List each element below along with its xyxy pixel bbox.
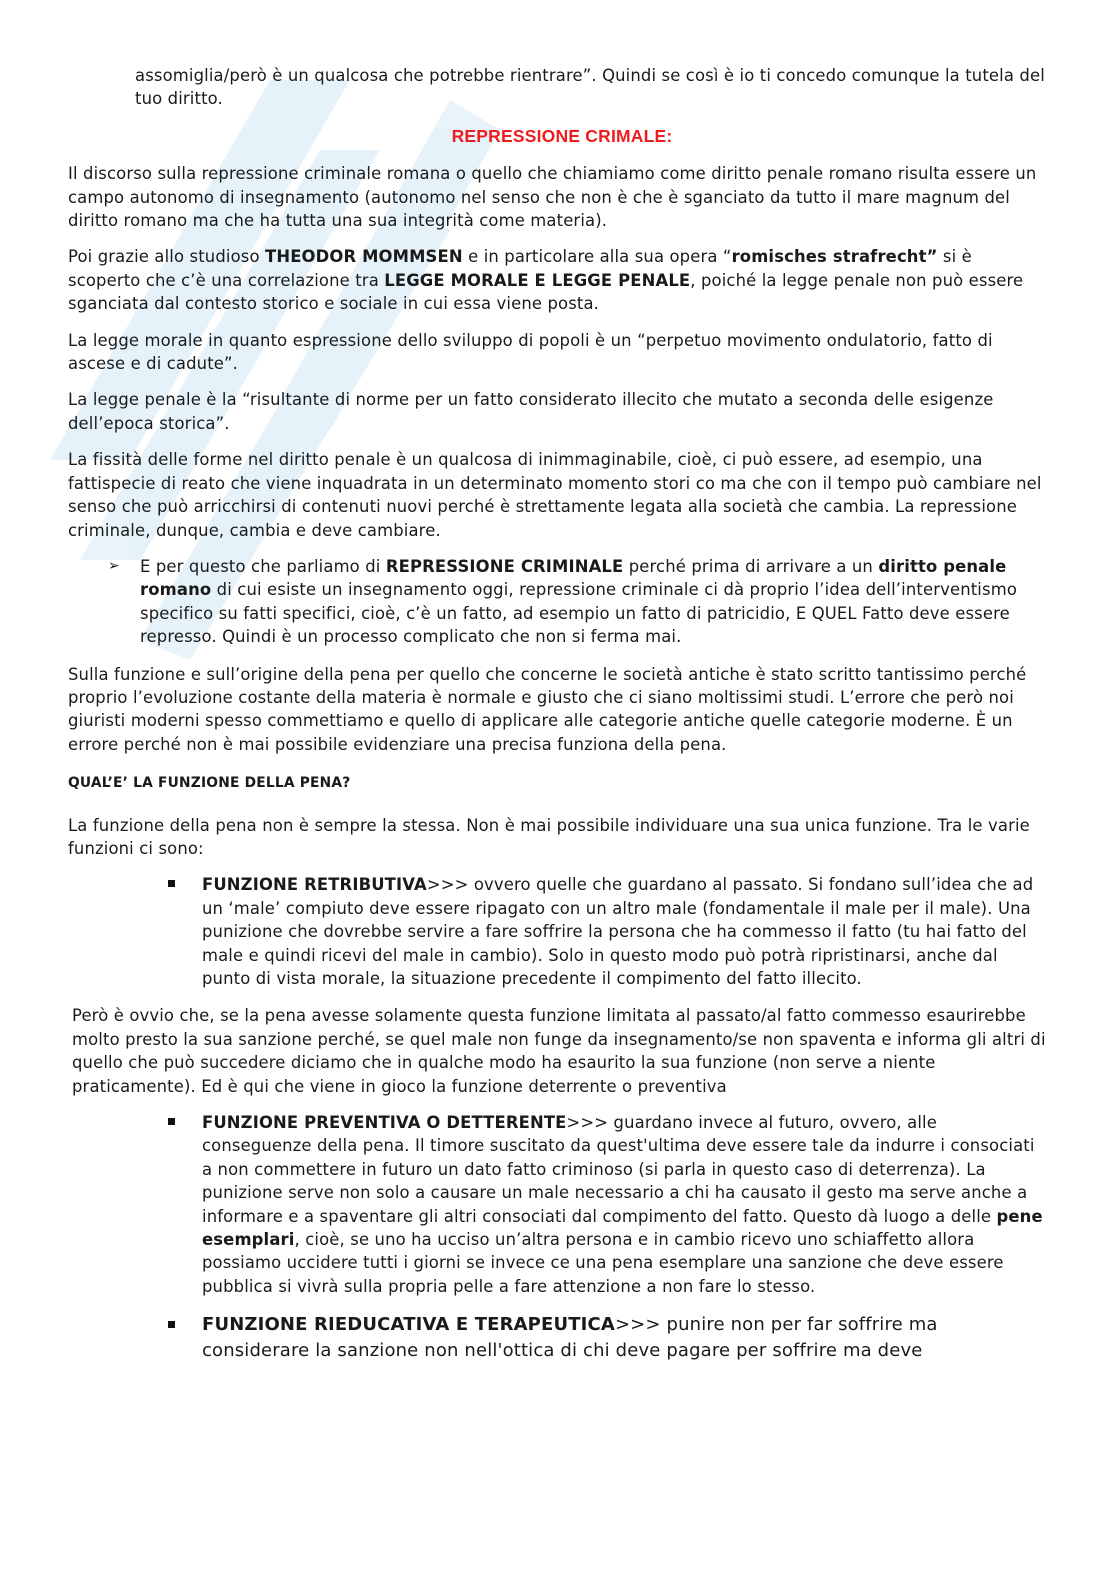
mommsen-name: THEODOR MOMMSEN	[265, 247, 463, 267]
paragraph-1: Il discorso sulla repressione criminale romana o quello che chiamiamo come diritto penale romano risulta essere un campo autonomo di insegnamento (autonomo nel senso che non è che è sganciato da tutto il mare magnum del diritto romano ma che ha tutta una sua integrità come materia).	[68, 164, 1037, 231]
pene-esemplari-bold: pene esemplari	[202, 1206, 1043, 1250]
work-title: romisches strafrecht”	[731, 247, 938, 267]
bullet-title: FUNZIONE PREVENTIVA O DETTERENTE	[202, 1113, 567, 1133]
square-bullet-icon	[168, 1118, 175, 1125]
square-bullet-icon	[168, 1321, 175, 1328]
question-heading: QUAL’E’ LA FUNZIONE DELLA PENA?	[68, 775, 351, 792]
bullet-retributiva: FUNZIONE RETRIBUTIVA>>> ovvero quelle che guardano al passato. Si fondano sull’idea che ad un ‘male’ compiuto deve essere ripagato con un altro male (fondamentale il male per il male). Una punizione che dovrebbe servire a fare soffrire la persona che ha commesso il fatto (tu hai fatto del male e quindi ricevi del male in cambio). Solo in questo modo può potrà ripristinarsi, anche dal punto di vista morale, la situazione precedente il compimento del fatto illecito.	[68, 873, 1048, 990]
paragraph-8: Però è ovvio che, se la pena avesse solamente questa funzione limitata al passato/al fatto commesso esaurirebbe molto presto la sua sanzione perché, se quel male non funge da insegnamento/se non spaventa e informa gli altri di quello che può succedere diciamo che in qualche modo ha esaurito la sua funzione (non serve a niente praticamente). Ed è qui che viene in gioco la funzione deterrente o preventiva	[72, 1006, 1046, 1096]
bullet-rieducativa: FUNZIONE RIEDUCATIVA E TERAPEUTICA>>> punire non per far soffrire ma considerare la sanzione non nell'ottica di chi deve pagare per soffrire ma deve	[68, 1312, 1048, 1363]
repressione-criminale-bold: REPRESSIONE CRIMINALE	[385, 556, 624, 576]
paragraph-6: Sulla funzione e sull’origine della pena per quello che concerne le società antiche è stato scritto tantissimo perché proprio l’evoluzione costante della materia è normale e giusto che ci siano moltissimi studi. L’errore che però noi giuristi moderni spesso commettiamo e quello di applicare alle categorie antiche quelle categorie moderne. È un errore perché non è mai possibile evidenziare una precisa funziona della pena.	[68, 664, 1027, 754]
legge-morale-penale: LEGGE MORALE E LEGGE PENALE	[384, 270, 691, 290]
section-heading: REPRESSIONE CRIMALE:	[451, 125, 673, 146]
document-page	[68, 64, 1048, 1363]
square-bullet-icon	[168, 880, 175, 887]
paragraph-4: La legge penale è la “risultante di norme per un fatto considerato illecito che mutato a seconda delle esigenze dell’epoca storica”.	[68, 390, 994, 433]
diritto-penale-romano-bold: diritto penale romano	[140, 556, 1007, 600]
bullet-preventiva: FUNZIONE PREVENTIVA O DETTERENTE>>> guardano invece al futuro, ovvero, alle conseguenze della pena. Il timore suscitato da quest'ultima deve essere tale da indurre i consociati a non commettere in futuro un dato fatto criminoso (si parla in questo caso di deterrenza). La punizione serve non solo a causare un male necessario a chi ha causato il gesto ma serve anche a informare e a spaventare gli altri consociati dal compimento del fatto. Questo dà luogo a delle pene esemplari, cioè, se uno ha ucciso un’altra persona e in cambio ricevo uno schiaffetto allora possiamo uccidere tutti i giorni se invece ce una pena esemplare una sanzione che deve essere pubblica si vivrà sulla propria pelle a fare attenzione a non fare lo stesso.	[68, 1111, 1048, 1298]
paragraph-3: La legge morale in quanto espressione dello sviluppo di popoli è un “perpetuo movimento ondulatorio, fatto di ascese e di cadute”.	[68, 330, 993, 374]
bullet-title: FUNZIONE RETRIBUTIVA	[202, 875, 427, 895]
arrow-bullet-icon: ➢	[108, 557, 120, 574]
arrow-list-item: ➢ E per questo che parliamo di REPRESSIONE CRIMINALE perché prima di arrivare a un diritto penale romano di cui esiste un insegnamento oggi, repressione criminale ci dà proprio l’idea dell’interventismo specifico su fatti specifici, cioè, c’è un fatto, ad esempio un fatto di patricidio, E QUEL Fatto deve essere represso. Quindi è un processo complicato che non si ferma mai.	[108, 556, 1017, 647]
paragraph-2: Poi grazie allo studioso THEODOR MOMMSEN e in particolare alla sua opera “romisches strafrecht” si è scoperto che c’è una correlazione tra LEGGE MORALE E LEGGE PENALE, poiché la legge penale non può essere sganciata dal contesto storico e sociale in cui essa viene posta.	[68, 247, 1024, 314]
paragraph-5: La fissità delle forme nel diritto penale è un qualcosa di inimmaginabile, cioè, ci può essere, ad esempio, una fattispecie di reato che viene inquadrata in un determinato momento stori co ma che con il tempo può cambiare nel senso che può arricchirsi di contenuti nuovi perché è strettamente legata alla società che cambia. La repressione criminale, dunque, cambia e deve cambiare.	[68, 450, 1042, 540]
intro-continuation: assomiglia/però è un qualcosa che potrebbe rientrare”. Quindi se così è io ti concedo comunque la tutela del tuo diritto.	[135, 66, 1045, 109]
paragraph-7: La funzione della pena non è sempre la stessa. Non è mai possibile individuare una sua unica funzione. Tra le varie funzioni ci sono:	[68, 815, 1030, 858]
bullet-title: FUNZIONE RIEDUCATIVA E TERAPEUTICA	[202, 1314, 615, 1336]
